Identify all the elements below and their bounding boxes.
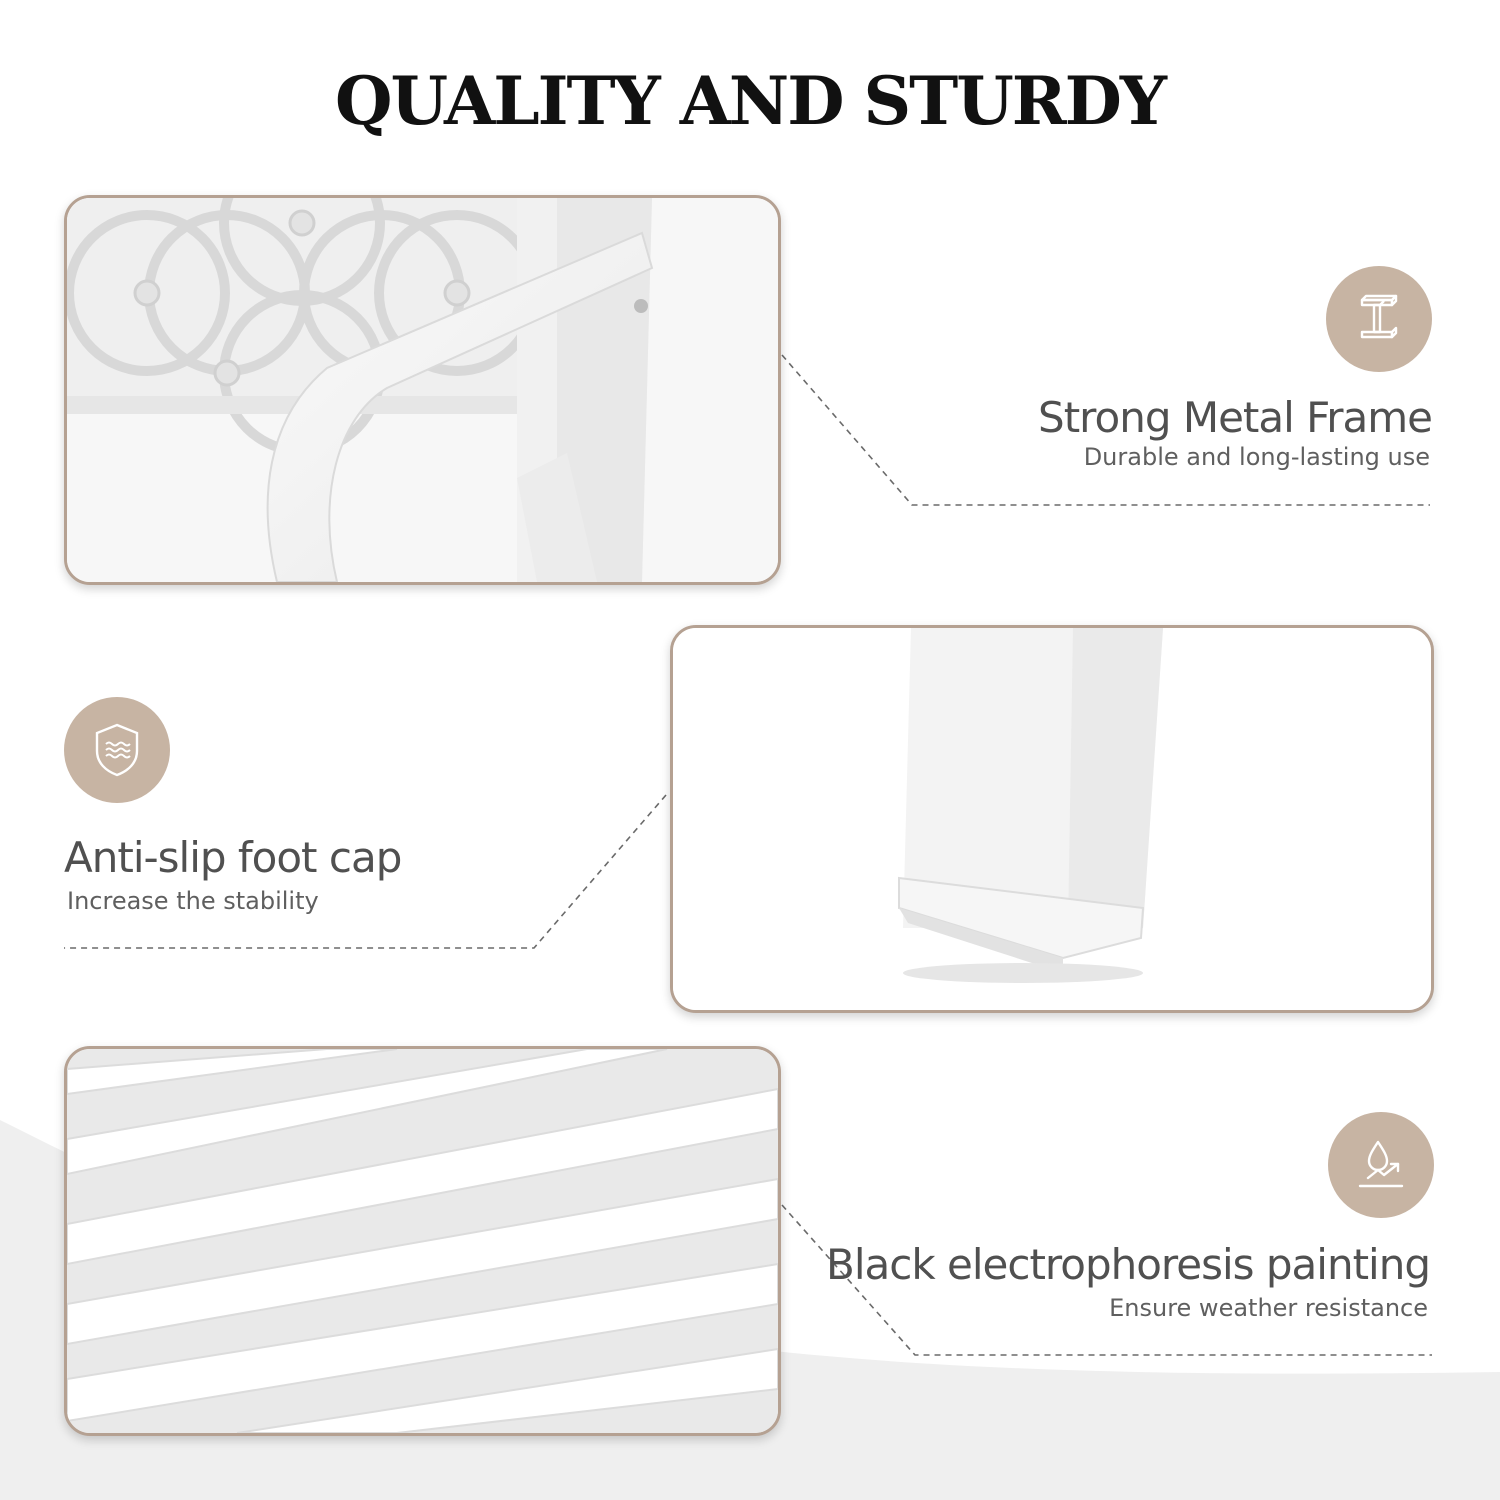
shield-waves-icon: [86, 719, 148, 781]
feature-icon-2: [64, 697, 170, 803]
water-drop-surface-icon: [1350, 1134, 1412, 1196]
feature-title-3: Black electrophoresis painting: [826, 1240, 1430, 1289]
feature-subtitle-3: Ensure weather resistance: [1109, 1294, 1428, 1322]
feature-title-2: Anti-slip foot cap: [64, 833, 402, 882]
i-beam-icon: [1348, 288, 1410, 350]
bench-seat-photo: [64, 1046, 781, 1436]
feature-subtitle-2: Increase the stability: [67, 887, 319, 915]
bench-backrest-photo: [64, 195, 781, 585]
feature-subtitle-1: Durable and long-lasting use: [1083, 443, 1430, 471]
page-title: QUALITY AND STURDY: [335, 62, 1165, 140]
feature-icon-3: [1328, 1112, 1434, 1218]
feature-icon-1: [1326, 266, 1432, 372]
feature-title-1: Strong Metal Frame: [1038, 393, 1432, 442]
bench-leg-photo: [670, 625, 1434, 1013]
